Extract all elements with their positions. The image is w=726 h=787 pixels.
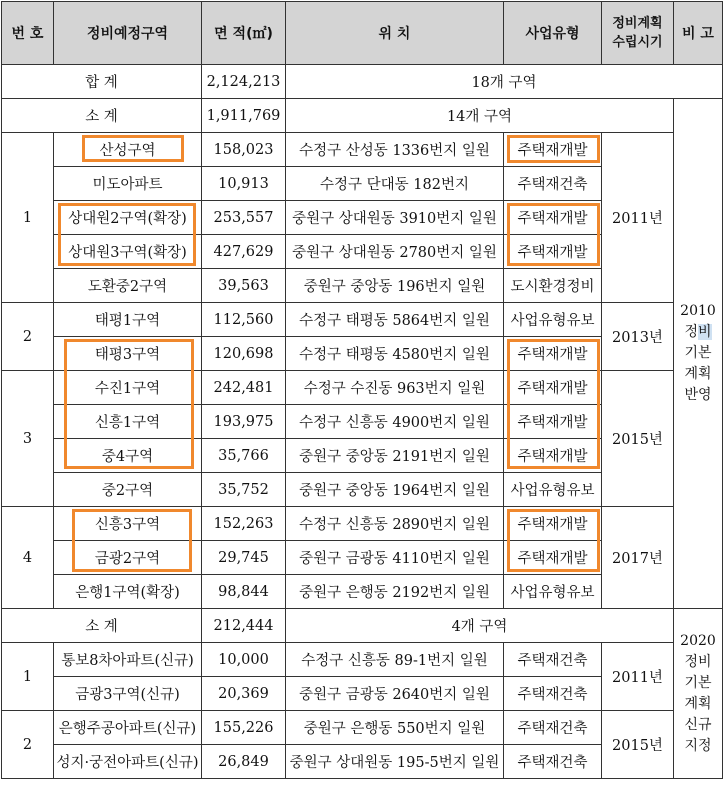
note-line: 반영 <box>684 387 712 403</box>
zone-location: 수정구 산성동 1336번지 일원 <box>286 133 504 167</box>
group-no: 2 <box>2 303 54 371</box>
zone-location: 수정구 태평동 4580번지 일원 <box>286 337 504 371</box>
group-no: 2 <box>2 711 54 779</box>
zone-area: 39,563 <box>202 269 286 303</box>
zone-name: 상대원2구역(확장) <box>54 201 202 235</box>
total-area: 2,124,213 <box>202 65 286 99</box>
group-no: 1 <box>2 133 54 303</box>
zone-type: 도시환경정비 <box>504 269 602 303</box>
zone-name: 태평3구역 <box>54 337 202 371</box>
zone-area: 152,263 <box>202 507 286 541</box>
note-line: 2010 <box>680 303 716 319</box>
header-note: 비 고 <box>674 2 723 65</box>
zone-location: 중원구 상대원동 2780번지 일원 <box>286 235 504 269</box>
zone-name: 중4구역 <box>54 439 202 473</box>
zone-area: 242,481 <box>202 371 286 405</box>
zone-area: 29,745 <box>202 541 286 575</box>
zone-area: 26,849 <box>202 745 286 779</box>
table-row <box>2 643 723 677</box>
header-name: 정비예정구역 <box>54 2 202 65</box>
note-line: 신규 <box>684 716 712 733</box>
note-line: 지정 <box>684 737 712 754</box>
plan-time: 2015년 <box>602 711 674 779</box>
note-char-selected: 비 <box>698 324 712 340</box>
subtotal-row-1 <box>2 99 723 133</box>
zone-type: 주택재개발 <box>504 337 602 371</box>
zone-type: 주택재건축 <box>504 167 602 201</box>
total-row <box>2 65 723 99</box>
zone-name: 중2구역 <box>54 473 202 507</box>
note-line: 정비 <box>684 653 712 670</box>
zone-area: 10,913 <box>202 167 286 201</box>
zone-location: 중원구 은행동 2192번지 일원 <box>286 575 504 609</box>
note-line: 계획 <box>684 366 712 382</box>
zone-type: 주택재개발 <box>504 235 602 269</box>
zone-type: 주택재개발 <box>504 541 602 575</box>
zone-name: 금광2구역 <box>54 541 202 575</box>
zone-type: 주택재건축 <box>504 643 602 677</box>
zone-location: 중원구 중앙동 2191번지 일원 <box>286 439 504 473</box>
zone-name: 금광3구역(신규) <box>54 677 202 711</box>
note-line <box>674 322 722 343</box>
zone-location: 중원구 금광동 2640번지 일원 <box>286 677 504 711</box>
zone-location: 수정구 태평동 5864번지 일원 <box>286 303 504 337</box>
header-area: 면 적(㎡) <box>202 2 286 65</box>
zone-area: 112,560 <box>202 303 286 337</box>
table-row <box>2 371 723 405</box>
zone-name: 수진1구역 <box>54 371 202 405</box>
note-char: 정 <box>684 324 698 340</box>
zone-area: 35,766 <box>202 439 286 473</box>
zone-area: 20,369 <box>202 677 286 711</box>
subtotal-label: 소 계 <box>2 609 202 643</box>
zone-area: 193,975 <box>202 405 286 439</box>
zone-type: 주택재건축 <box>504 745 602 779</box>
zone-area: 120,698 <box>202 337 286 371</box>
subtotal-area: 212,444 <box>202 609 286 643</box>
zone-location: 중원구 은행동 550번지 일원 <box>286 711 504 745</box>
zone-type: 사업유형유보 <box>504 575 602 609</box>
zone-location: 중원구 상대원동 195-5번지 일원 <box>286 745 504 779</box>
zone-location: 수정구 신흥동 89-1번지 일원 <box>286 643 504 677</box>
table-row <box>2 711 723 745</box>
zone-type: 사업유형유보 <box>504 473 602 507</box>
zone-name: 미도아파트 <box>54 167 202 201</box>
zone-name-text: 산성구역 <box>99 143 156 159</box>
note-2020 <box>674 609 723 779</box>
district-table <box>1 1 723 779</box>
zone-location: 수정구 신흥동 2890번지 일원 <box>286 507 504 541</box>
table-row <box>2 507 723 541</box>
header-plan-time-line2: 수립시기 <box>612 35 663 50</box>
subtotal-label: 소 계 <box>2 99 202 133</box>
zone-type: 주택재개발 <box>504 201 602 235</box>
plan-time: 2011년 <box>602 133 674 303</box>
zone-type: 주택재개발 <box>504 405 602 439</box>
zone-type: 주택재개발 <box>504 133 602 167</box>
zone-type: 주택재개발 <box>504 507 602 541</box>
subtotal-count: 14개 구역 <box>286 99 674 133</box>
zone-area: 158,023 <box>202 133 286 167</box>
header-no: 번 호 <box>2 2 54 65</box>
group-no: 1 <box>2 643 54 711</box>
zone-type: 주택재개발 <box>504 371 602 405</box>
group-no: 4 <box>2 507 54 609</box>
zone-type: 주택재건축 <box>504 711 602 745</box>
zone-location: 중원구 중앙동 1964번지 일원 <box>286 473 504 507</box>
plan-time: 2013년 <box>602 303 674 371</box>
zone-name: 은행1구역(확장) <box>54 575 202 609</box>
table-row <box>2 303 723 337</box>
zone-location: 수정구 단대동 182번지 <box>286 167 504 201</box>
zone-type: 주택재건축 <box>504 677 602 711</box>
note-line: 계획 <box>684 695 712 712</box>
zone-type: 사업유형유보 <box>504 303 602 337</box>
zone-name: 신흥3구역 <box>54 507 202 541</box>
zone-area: 35,752 <box>202 473 286 507</box>
zone-name: 신흥1구역 <box>54 405 202 439</box>
zone-name: 도환중2구역 <box>54 269 202 303</box>
zone-location: 중원구 중앙동 196번지 일원 <box>286 269 504 303</box>
note-line: 기본 <box>684 674 712 691</box>
total-count: 18개 구역 <box>286 65 723 99</box>
zone-type: 주택재개발 <box>504 439 602 473</box>
plan-time: 2017년 <box>602 507 674 609</box>
total-label: 합 계 <box>2 65 202 99</box>
note-2010 <box>674 99 723 609</box>
subtotal-row-2 <box>2 609 723 643</box>
zone-area: 10,000 <box>202 643 286 677</box>
subtotal-count: 4개 구역 <box>286 609 674 643</box>
note-line: 기본 <box>684 345 712 361</box>
zone-name: 상대원3구역(확장) <box>54 235 202 269</box>
zone-name: 태평1구역 <box>54 303 202 337</box>
zone-name: 성지·궁전아파트(신규) <box>54 745 202 779</box>
zone-area: 155,226 <box>202 711 286 745</box>
group-no: 3 <box>2 371 54 507</box>
subtotal-area: 1,911,769 <box>202 99 286 133</box>
plan-time: 2015년 <box>602 371 674 507</box>
header-location: 위 치 <box>286 2 504 65</box>
zone-name: 통보8차아파트(신규) <box>54 643 202 677</box>
zone-name <box>54 133 202 167</box>
zone-area: 98,844 <box>202 575 286 609</box>
header-plan-time-line1: 정비계획 <box>612 16 663 31</box>
header-plan-time <box>602 2 674 65</box>
zone-area: 427,629 <box>202 235 286 269</box>
zone-location: 수정구 수진동 963번지 일원 <box>286 371 504 405</box>
plan-time: 2011년 <box>602 643 674 711</box>
header-biz-type: 사업유형 <box>504 2 602 65</box>
zone-location: 수정구 신흥동 4900번지 일원 <box>286 405 504 439</box>
zone-location: 중원구 금광동 4110번지 일원 <box>286 541 504 575</box>
zone-name: 은행주공아파트(신규) <box>54 711 202 745</box>
note-line: 2020 <box>680 632 716 649</box>
zone-location: 중원구 상대원동 3910번지 일원 <box>286 201 504 235</box>
zone-area: 253,557 <box>202 201 286 235</box>
table-row <box>2 133 723 167</box>
